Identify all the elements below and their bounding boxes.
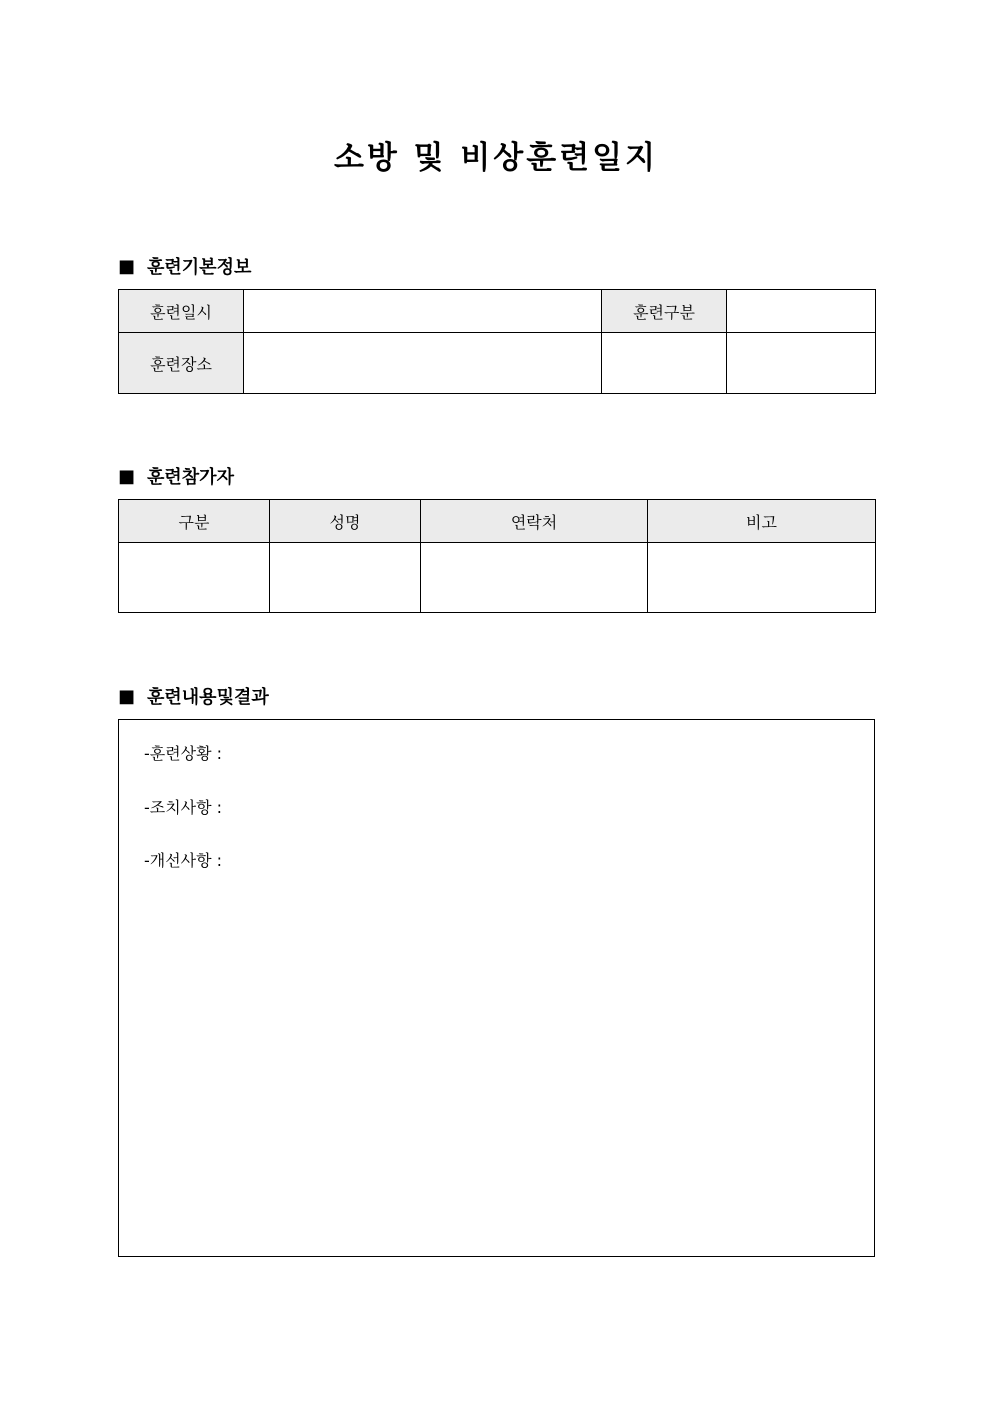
field-participant-category[interactable]	[119, 543, 270, 613]
square-bullet-icon: ■	[118, 685, 136, 707]
table-row	[119, 290, 876, 333]
field-training-type[interactable]	[727, 290, 876, 333]
section-heading-participants	[118, 463, 234, 489]
label-training-datetime: 훈련일시	[119, 290, 244, 333]
table-header-row	[119, 500, 876, 543]
line-improvements: -개선사항 :	[144, 851, 223, 870]
line-training-situation: -훈련상황 :	[144, 744, 223, 763]
field-extra-label[interactable]	[602, 333, 727, 394]
section-heading-participants-label: 훈련참가자	[147, 467, 234, 488]
section-heading-basic	[118, 253, 251, 279]
column-header-contact: 연락처	[421, 500, 648, 543]
table-row	[119, 333, 876, 394]
field-training-location[interactable]	[244, 333, 602, 394]
table-row	[119, 543, 876, 613]
section-heading-content-label: 훈련내용및결과	[147, 687, 269, 708]
label-training-location: 훈련장소	[119, 333, 244, 394]
content-results-box[interactable]	[118, 719, 875, 1257]
participant-table	[118, 499, 876, 613]
column-header-category: 구분	[119, 500, 270, 543]
section-heading-content	[118, 683, 269, 709]
field-participant-contact[interactable]	[421, 543, 648, 613]
line-actions-taken: -조치사항 :	[144, 798, 223, 817]
label-training-type: 훈련구분	[602, 290, 727, 333]
column-header-remarks: 비고	[648, 500, 876, 543]
field-participant-remarks[interactable]	[648, 543, 876, 613]
column-header-name: 성명	[270, 500, 421, 543]
square-bullet-icon: ■	[118, 255, 136, 277]
page-title: 소방 및 비상훈련일지	[333, 140, 659, 176]
section-heading-basic-label: 훈련기본정보	[147, 257, 252, 278]
field-training-datetime[interactable]	[244, 290, 602, 333]
field-extra-value[interactable]	[727, 333, 876, 394]
square-bullet-icon: ■	[118, 465, 136, 487]
basic-info-table	[118, 289, 876, 394]
field-participant-name[interactable]	[270, 543, 421, 613]
